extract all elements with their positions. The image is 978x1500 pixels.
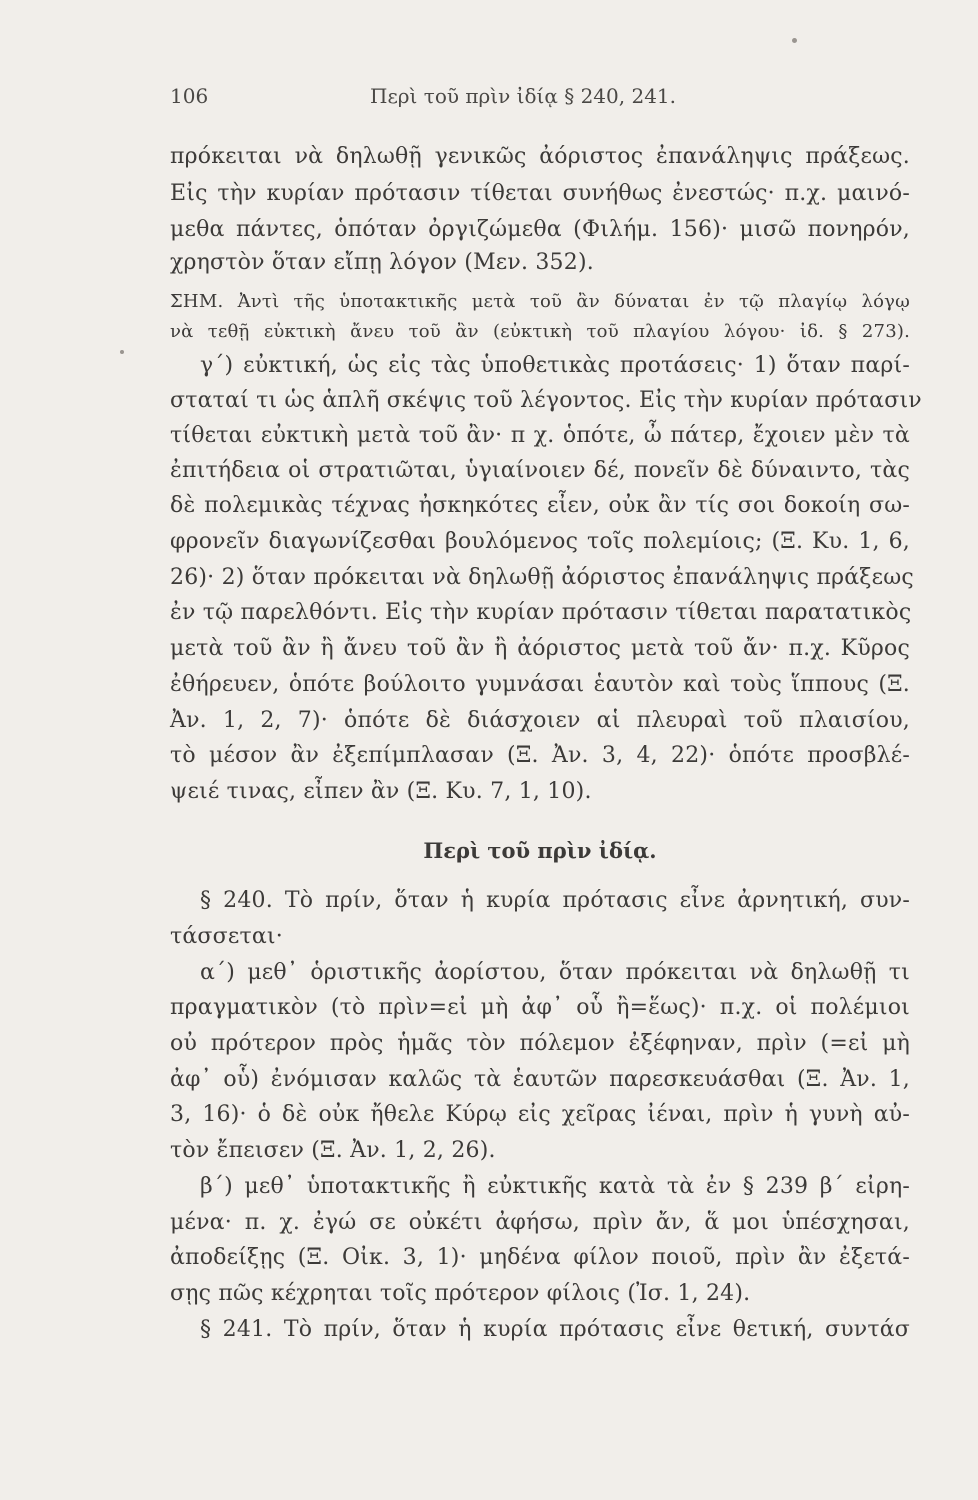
text-line: πραγματικὸν (τὸ πρὶν=εἰ μὴ ἀφ᾽ οὗ ἢ=ἕως)· π.χ. οἱ πολέμιοι (170, 995, 910, 1020)
text-line: ἐν τῷ παρελθόντι. Εἰς τὴν κυρίαν πρότασιν τίθεται παρατατικὸς (170, 600, 912, 625)
text-line: 26)· 2) ὅταν πρόκειται νὰ δηλωθῇ ἀόριστος ἐπανάληψις πράξεως (170, 565, 914, 590)
text-line: Ἀν. 1, 2, 7)· ὁπότε δὲ διάσχοιεν αἱ πλευραὶ τοῦ πλαισίου, (170, 708, 910, 733)
text-line: ψειέ τινας, εἶπεν ἂν (Ξ. Κυ. 7, 1, 10). (170, 779, 592, 804)
section-heading: Περὶ τοῦ πρὶν ἰδίᾳ. (423, 838, 657, 863)
ink-speck (792, 38, 797, 43)
text-line: ἐθήρευεν, ὁπότε βούλοιτο γυμνάσαι ἑαυτὸν καὶ τοὺς ἵππους (Ξ. (170, 672, 910, 697)
text-line: τάσσεται· (170, 924, 283, 949)
running-title: Περὶ τοῦ πρὶν ἰδίᾳ § 240, 241. (370, 84, 677, 108)
text-line: ἐπιτήδεια οἱ στρατιῶται, ὑγιαίνοιεν δέ, πονεῖν δὲ δύναιντο, τὰς (170, 458, 910, 483)
page-header (170, 84, 910, 120)
page-number: 106 (170, 84, 209, 108)
text-line: πρόκειται νὰ δηλωθῇ γενικῶς ἀόριστος ἐπανάληψις πράξεως. (170, 144, 910, 169)
text-line: β΄) μεθ᾽ ὑποτακτικῆς ἢ εὐκτικῆς κατὰ τὰ ἐν § 239 β΄ εἰρη- (200, 1174, 910, 1199)
text-line: α΄) μεθ᾽ ὁριστικῆς ἀορίστου, ὅταν πρόκειται νὰ δηλωθῇ τι (200, 960, 910, 985)
text-line: δὲ πολεμικὰς τέχνας ἠσκηκότες εἶεν, οὐκ ἂν τίς σοι δοκοίη σω- (170, 493, 910, 518)
text-line: σῃς πῶς κέχρηται τοῖς πρότερον φίλοις (Ἰσ. 1, 24). (170, 1281, 751, 1306)
text-line: § 240. Τὸ πρίν, ὅταν ἡ κυρία πρότασις εἶνε ἀρνητική, συν- (200, 888, 910, 913)
text-line: σταταί τι ὡς ἁπλῆ σκέψις τοῦ λέγοντος. Εἰς τὴν κυρίαν πρότασιν (170, 388, 922, 413)
text-line: ἀφ᾽ οὗ) ἐνόμισαν καλῶς τὰ ἑαυτῶν παρεσκευάσθαι (Ξ. Ἀν. 1, (170, 1067, 910, 1092)
note-line: νὰ τεθῇ εὐκτικὴ ἄνευ τοῦ ἂν (εὐκτικὴ τοῦ πλαγίου λόγου· ἰδ. § 273). (170, 321, 910, 342)
text-line: Εἰς τὴν κυρίαν πρότασιν τίθεται συνήθως ἐνεστώς· π.χ. μαινό- (170, 181, 910, 206)
text-line: τὸ μέσον ἂν ἐξεπίμπλασαν (Ξ. Ἀν. 3, 4, 22)· ὁπότε προσβλέ- (170, 743, 910, 768)
text-line: τίθεται εὐκτικὴ μετὰ τοῦ ἂν· π χ. ὁπότε, ὦ πάτερ, ἔχοιεν μὲν τὰ (170, 423, 910, 448)
margin-mark (120, 350, 124, 354)
text-line: 3, 16)· ὁ δὲ οὐκ ἤθελε Κύρῳ εἰς χεῖρας ἰέναι, πρὶν ἡ γυνὴ αὐ- (170, 1102, 910, 1127)
text-line: οὐ πρότερον πρὸς ἡμᾶς τὸν πόλεμον ἐξέφηναν, πρὶν (=εἰ μὴ (170, 1031, 910, 1056)
text-line: ἀποδείξῃς (Ξ. Οἰκ. 3, 1)· μηδένα φίλον ποιοῦ, πρὶν ἂν ἐξετά- (170, 1245, 910, 1270)
text-line: χρηστὸν ὅταν εἴπῃ λόγον (Μεν. 352). (170, 250, 594, 275)
text-line: φρονεῖν διαγωνίζεσθαι βουλόμενος τοῖς πολεμίοις; (Ξ. Κυ. 1, 6, (170, 529, 910, 554)
text-line: μένα· π. χ. ἐγώ σε οὐκέτι ἀφήσω, πρὶν ἄν, ἅ μοι ὑπέσχησαι, (170, 1210, 910, 1235)
text-line: γ΄) εὐκτική, ὡς εἰς τὰς ὑποθετικὰς προτάσεις· 1) ὅταν παρί- (200, 353, 910, 378)
text-line: μετὰ τοῦ ἂν ἢ ἄνευ τοῦ ἂν ἢ ἀόριστος μετὰ τοῦ ἄν· π.χ. Κῦρος (170, 636, 910, 661)
text-line: § 241. Τὸ πρίν, ὅταν ἡ κυρία πρότασις εἶνε θετική, συντάσ (200, 1317, 910, 1342)
note-line: ΣΗΜ. Ἀντὶ τῆς ὑποτακτικῆς μετὰ τοῦ ἂν δύναται ἐν τῷ πλαγίῳ λόγῳ (170, 291, 910, 312)
text-line: μεθα πάντες, ὁπόταν ὀργιζώμεθα (Φιλήμ. 156)· μισῶ πονηρόν, (170, 217, 910, 242)
text-line: τὸν ἔπεισεν (Ξ. Ἀν. 1, 2, 26). (170, 1138, 496, 1163)
